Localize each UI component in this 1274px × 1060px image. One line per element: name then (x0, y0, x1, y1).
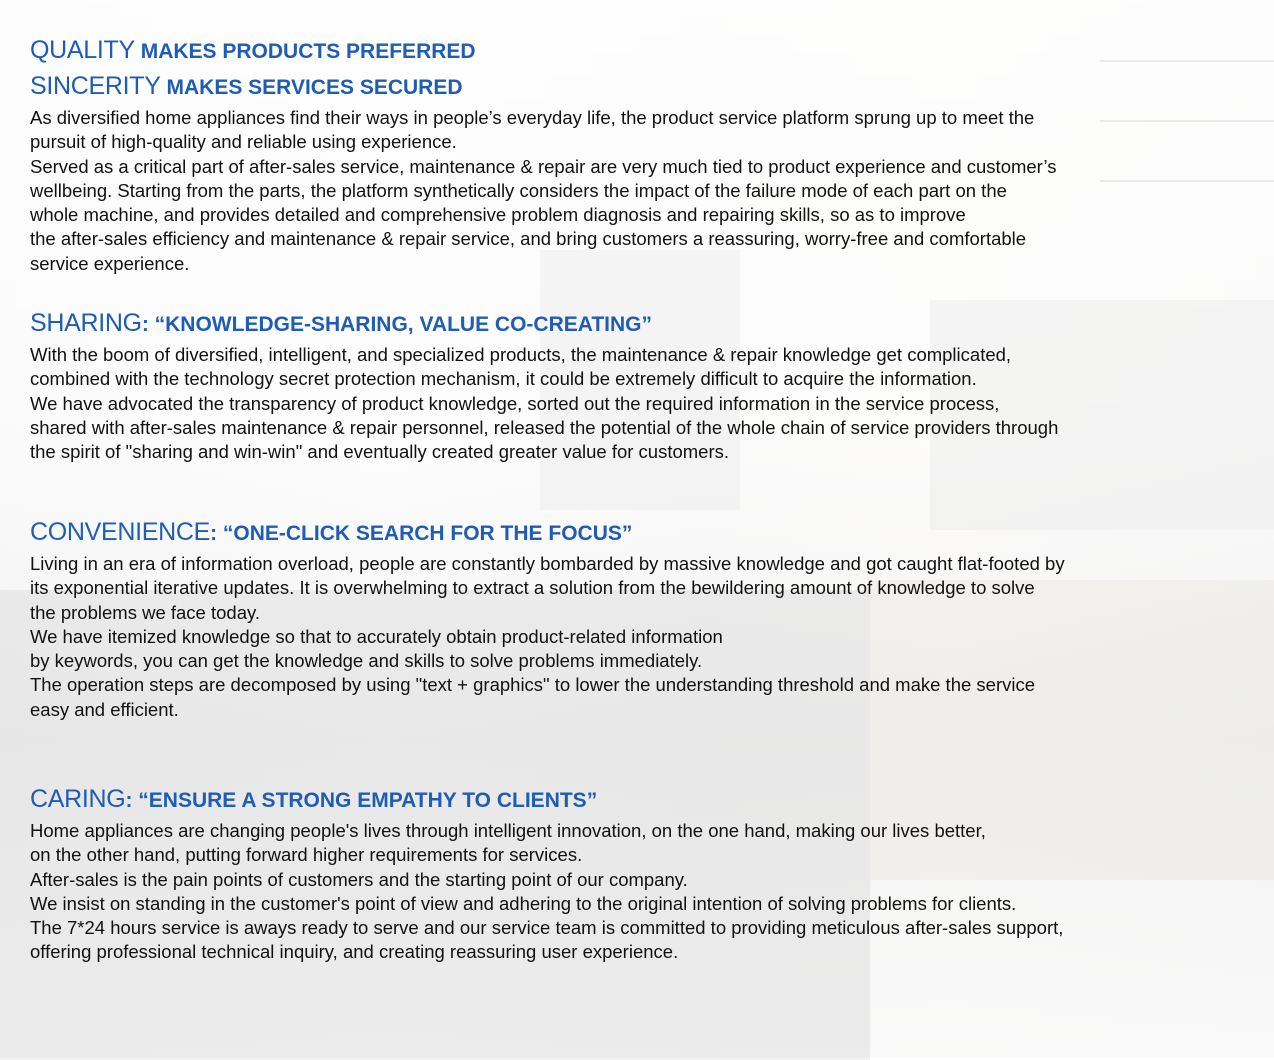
paragraph-line: With the boom of diversified, intelligent, and specialized products, the maintenance & repair knowledge get complicated, (30, 344, 1012, 365)
paragraph-line: We insist on standing in the customer's point of view and adhering to the original intention of solving problems for clients. (30, 892, 1017, 914)
paragraph-line: service experience. (30, 252, 190, 274)
paragraph-line: As diversified home appliances find their ways in people’s everyday life, the product service platform sprung up to meet the (30, 107, 1035, 128)
heading-subtitle: MAKES SERVICES SECURED (160, 76, 463, 99)
paragraph-line: We have itemized knowledge so that to accurately obtain product-related information (30, 625, 723, 647)
paragraph-line: Served as a critical part of after-sales service, maintenance & repair are very much tied to product experience and customer’s (30, 155, 1057, 177)
section-heading (30, 34, 1250, 70)
paragraph-line: the after-sales efficiency and maintenance & repair service, and bring customers a reassuring, worry-free and comfortable (30, 228, 1027, 250)
section-convenience (30, 516, 1250, 722)
section-heading (30, 783, 1250, 819)
paragraph-line: Home appliances are changing people's lives through intelligent innovation, on the one hand, making our lives better, (30, 820, 986, 841)
section-paragraph (30, 106, 1250, 276)
paragraph-line: the problems we face today. (30, 601, 261, 623)
heading-keyword: QUALITY (30, 36, 135, 64)
section-paragraph (30, 819, 1250, 965)
heading-subtitle: : “ONE-CLICK SEARCH FOR THE FOCUS” (210, 522, 633, 545)
heading-keyword: SINCERITY (30, 72, 161, 100)
paragraph-line: offering professional technical inquiry, and creating reassuring user experience. (30, 941, 679, 963)
heading-subtitle: : “KNOWLEDGE-SHARING, VALUE CO-CREATING” (141, 313, 653, 336)
paragraph-line: We have advocated the transparency of product knowledge, sorted out the required information in the service process, (30, 392, 1000, 414)
paragraph-line: shared with after-sales maintenance & repair personnel, released the potential of the whole chain of service providers through (30, 416, 1059, 438)
paragraph-line: pursuit of high-quality and reliable using experience. (30, 131, 457, 153)
paragraph-line: Living in an era of information overload, people are constantly bombarded by massive knowledge and got caught flat-footed by (30, 553, 1065, 574)
heading-keyword: CARING (30, 785, 126, 813)
paragraph-line: combined with the technology secret protection mechanism, it could be extremely difficult to acquire the information. (30, 368, 977, 390)
paragraph-line: After-sales is the pain points of customers and the starting point of our company. (30, 868, 688, 890)
heading-keyword: CONVENIENCE (30, 518, 211, 546)
section-heading (30, 70, 1250, 106)
section-heading (30, 516, 1250, 552)
paragraph-line: by keywords, you can get the knowledge and skills to solve problems immediately. (30, 650, 703, 672)
section-paragraph (30, 552, 1250, 722)
paragraph-line: easy and efficient. (30, 698, 179, 720)
paragraph-line: its exponential iterative updates. It is overwhelming to extract a solution from the bewildering amount of knowledge to solve (30, 577, 1035, 599)
paragraph-line: The operation steps are decomposed by using "text + graphics" to lower the understanding threshold and make the service (30, 674, 1036, 696)
section-sharing (30, 307, 1250, 464)
heading-subtitle: : “ENSURE A STRONG EMPATHY TO CLIENTS” (125, 789, 598, 812)
paragraph-line: wellbeing. Starting from the parts, the platform synthetically considers the impact of the failure mode of each part on the (30, 179, 1007, 201)
paragraph-line: whole machine, and provides detailed and comprehensive problem diagnosis and repairing skills, so as to improve (30, 204, 966, 226)
section-paragraph (30, 343, 1250, 464)
section-caring (30, 783, 1250, 965)
section-quality (30, 34, 1250, 276)
section-heading (30, 307, 1250, 343)
heading-subtitle: MAKES PRODUCTS PREFERRED (134, 40, 476, 63)
heading-keyword: SHARING (30, 309, 142, 337)
paragraph-line: on the other hand, putting forward higher requirements for services. (30, 844, 583, 866)
paragraph-line: the spirit of "sharing and win-win" and eventually created greater value for customers. (30, 441, 730, 463)
paragraph-line: The 7*24 hours service is aways ready to serve and our service team is committed to providing meticulous after-sales support, (30, 917, 1064, 939)
